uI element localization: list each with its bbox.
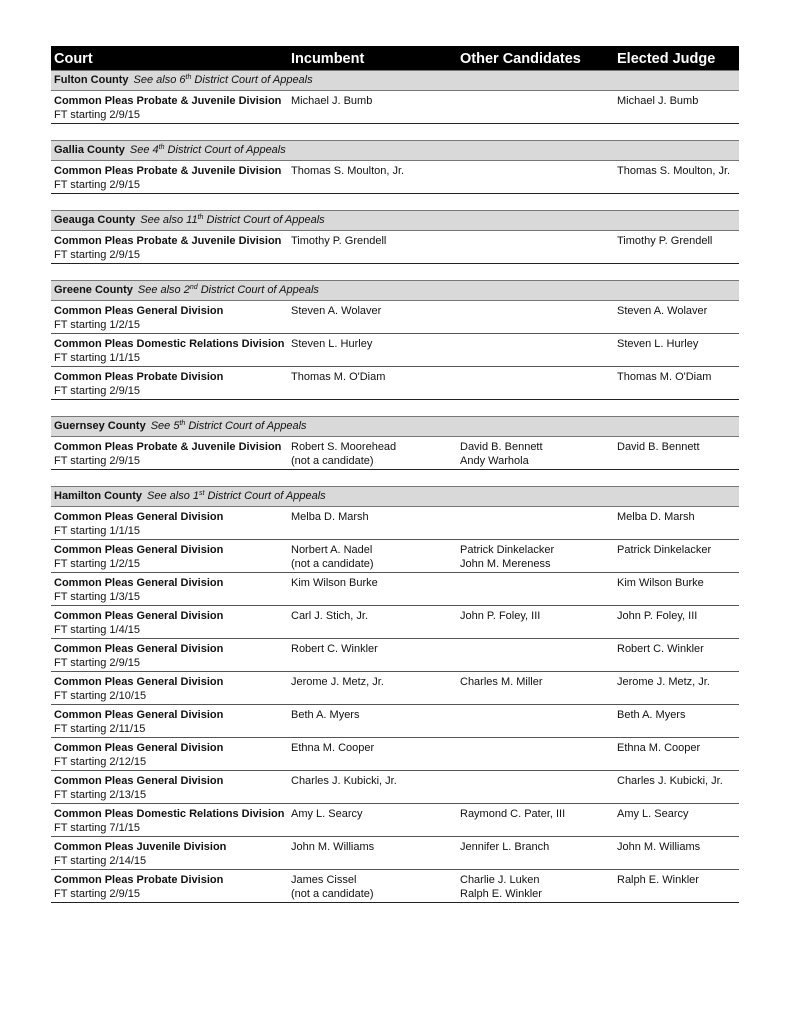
note-ordinal: th <box>179 420 186 427</box>
table-row <box>51 672 739 705</box>
elected-judge-cell: Amy L. Searcy <box>617 808 689 820</box>
incumbent-name: Robert C. Winkler <box>291 643 378 655</box>
court-cell <box>54 676 223 703</box>
term-start: FT starting 2/9/15 <box>54 108 141 121</box>
elected-judge-cell: Kim Wilson Burke <box>617 577 704 589</box>
county-header <box>51 70 739 91</box>
incumbent-name: Steven L. Hurley <box>291 338 373 350</box>
term-start: FT starting 1/2/15 <box>54 318 141 331</box>
incumbent-name: Carl J. Stich, Jr. <box>291 610 369 622</box>
term-start: FT starting 2/13/15 <box>54 788 147 801</box>
elected-judge-cell: Patrick Dinkelacker <box>617 544 712 556</box>
incumbent-cell <box>291 305 381 319</box>
incumbent-name: Ethna M. Cooper <box>291 742 375 754</box>
county-appeals-note <box>138 284 319 296</box>
election-results-table <box>51 46 739 903</box>
incumbent-cell <box>291 643 378 657</box>
incumbent-name: Beth A. Myers <box>291 709 360 721</box>
county-heading <box>54 141 286 160</box>
note-ordinal: th <box>197 214 204 221</box>
court-name: Common Pleas Probate Division <box>54 874 224 886</box>
court-name: Common Pleas Probate & Juvenile Division <box>54 441 282 453</box>
note-ordinal: nd <box>189 284 198 291</box>
incumbent-note: (not a candidate) <box>291 887 374 900</box>
court-name: Common Pleas General Division <box>54 775 224 787</box>
term-start: FT starting 2/9/15 <box>54 178 141 191</box>
other-candidates-cell <box>460 808 565 822</box>
note-text: District Court of Appeals <box>164 144 286 156</box>
incumbent-name: Kim Wilson Burke <box>291 577 378 589</box>
county-appeals-note <box>130 144 286 156</box>
term-start: FT starting 2/14/15 <box>54 854 147 867</box>
court-cell <box>54 441 281 468</box>
header-elected-judge: Elected Judge <box>617 51 716 67</box>
table-row <box>51 231 739 264</box>
other-candidates-cell <box>460 676 543 690</box>
county-appeals-note <box>134 74 313 86</box>
incumbent-name: Thomas S. Moulton, Jr. <box>291 165 405 177</box>
other-candidates-cell <box>460 841 549 855</box>
court-name: Common Pleas Probate & Juvenile Division <box>54 235 282 247</box>
court-name: Common Pleas General Division <box>54 610 224 622</box>
county-name: Guernsey County <box>54 420 146 432</box>
incumbent-name: Melba D. Marsh <box>291 511 369 523</box>
court-cell <box>54 235 281 262</box>
term-start: FT starting 1/1/15 <box>54 524 141 537</box>
table-row <box>51 334 739 367</box>
county-heading <box>54 281 319 300</box>
court-name: Common Pleas General Division <box>54 511 224 523</box>
term-start: FT starting 7/1/15 <box>54 821 141 834</box>
county-header <box>51 416 739 437</box>
note-text: District Court of Appeals <box>185 420 307 432</box>
court-name: Common Pleas Probate & Juvenile Division <box>54 95 282 107</box>
court-name: Common Pleas General Division <box>54 305 224 317</box>
court-cell <box>54 709 223 736</box>
other-candidate: Charles M. Miller <box>460 676 543 688</box>
court-cell <box>54 305 223 332</box>
elected-judge-cell: Jerome J. Metz, Jr. <box>617 676 710 688</box>
table-row <box>51 91 739 124</box>
county-header <box>51 486 739 507</box>
term-start: FT starting 1/1/15 <box>54 351 141 364</box>
note-text: See 5 <box>150 420 180 432</box>
incumbent-name: James Cissel <box>291 874 357 886</box>
section-spacer <box>51 470 739 486</box>
table-row <box>51 437 739 470</box>
note-text: See also 2 <box>137 284 190 296</box>
court-name: Common Pleas General Division <box>54 709 224 721</box>
other-candidate: Charlie J. Luken <box>460 874 540 886</box>
other-candidates-cell <box>460 610 540 624</box>
elected-judge-cell: Charles J. Kubicki, Jr. <box>617 775 723 787</box>
county-heading <box>54 417 307 436</box>
court-name: Common Pleas General Division <box>54 544 224 556</box>
court-cell <box>54 643 223 670</box>
county-appeals-note <box>147 490 326 502</box>
table-row <box>51 507 739 540</box>
court-cell <box>54 808 284 835</box>
county-name: Fulton County <box>54 74 129 86</box>
table-row <box>51 301 739 334</box>
incumbent-cell <box>291 709 359 723</box>
section-spacer <box>51 194 739 210</box>
incumbent-name: Charles J. Kubicki, Jr. <box>291 775 397 787</box>
incumbent-name: Robert S. Moorehead <box>291 441 397 453</box>
header-incumbent: Incumbent <box>291 51 365 67</box>
elected-judge-cell: Steven L. Hurley <box>617 338 699 350</box>
court-name: Common Pleas Probate Division <box>54 371 224 383</box>
note-text: See 4 <box>129 144 159 156</box>
note-text: See also 11 <box>140 214 198 226</box>
incumbent-cell <box>291 610 368 624</box>
incumbent-name: Timothy P. Grendell <box>291 235 387 247</box>
elected-judge-cell: Ethna M. Cooper <box>617 742 701 754</box>
other-candidates-cell <box>460 544 554 571</box>
incumbent-cell <box>291 511 369 525</box>
elected-judge-cell: Steven A. Wolaver <box>617 305 708 317</box>
header-other-candidates: Other Candidates <box>460 51 581 67</box>
incumbent-cell <box>291 235 386 249</box>
incumbent-cell <box>291 808 363 822</box>
incumbent-cell <box>291 577 378 591</box>
section-spacer <box>51 264 739 280</box>
county-heading <box>54 71 313 90</box>
note-text: District Court of Appeals <box>204 490 326 502</box>
incumbent-cell <box>291 544 374 571</box>
court-cell <box>54 165 281 192</box>
other-candidate: Patrick Dinkelacker <box>460 544 555 556</box>
incumbent-name: Norbert A. Nadel <box>291 544 373 556</box>
county-heading <box>54 211 325 230</box>
elected-judge-cell: Melba D. Marsh <box>617 511 695 523</box>
court-name: Common Pleas Domestic Relations Division <box>54 808 285 820</box>
county-heading <box>54 487 326 506</box>
court-cell <box>54 775 223 802</box>
incumbent-note: (not a candidate) <box>291 454 374 467</box>
court-name: Common Pleas General Division <box>54 643 224 655</box>
county-name: Gallia County <box>54 144 125 156</box>
county-appeals-note <box>151 420 307 432</box>
table-row <box>51 573 739 606</box>
incumbent-cell <box>291 874 374 901</box>
court-cell <box>54 95 281 122</box>
court-cell <box>54 742 223 769</box>
incumbent-cell <box>291 338 372 352</box>
incumbent-name: Steven A. Wolaver <box>291 305 382 317</box>
elected-judge-cell: Timothy P. Grendell <box>617 235 713 247</box>
county-name: Geauga County <box>54 214 136 226</box>
other-candidate: Jennifer L. Branch <box>460 841 550 853</box>
elected-judge-cell: Robert C. Winkler <box>617 643 704 655</box>
table-row <box>51 540 739 573</box>
court-cell <box>54 511 223 538</box>
table-row <box>51 771 739 804</box>
court-name: Common Pleas General Division <box>54 577 224 589</box>
court-name: Common Pleas General Division <box>54 742 224 754</box>
incumbent-cell <box>291 441 396 468</box>
other-candidate: David B. Bennett <box>460 441 543 453</box>
incumbent-name: Amy L. Searcy <box>291 808 363 820</box>
county-name: Hamilton County <box>54 490 142 502</box>
incumbent-name: Michael J. Bumb <box>291 95 373 107</box>
table-row <box>51 705 739 738</box>
court-name: Common Pleas Probate & Juvenile Division <box>54 165 282 177</box>
elected-judge-cell: Ralph E. Winkler <box>617 874 699 886</box>
other-candidates-cell <box>460 441 543 468</box>
term-start: FT starting 2/9/15 <box>54 887 141 900</box>
court-cell <box>54 338 284 365</box>
table-row <box>51 161 739 194</box>
other-candidates-cell <box>460 874 542 901</box>
court-cell <box>54 874 223 901</box>
table-row <box>51 738 739 771</box>
court-name: Common Pleas Domestic Relations Division <box>54 338 285 350</box>
table-row <box>51 804 739 837</box>
other-candidate: Ralph E. Winkler <box>460 887 542 900</box>
note-ordinal: th <box>158 144 165 151</box>
incumbent-note: (not a candidate) <box>291 557 374 570</box>
county-header <box>51 140 739 161</box>
term-start: FT starting 2/9/15 <box>54 248 141 261</box>
elected-judge-cell: Thomas S. Moulton, Jr. <box>617 165 731 177</box>
other-candidate: Raymond C. Pater, III <box>460 808 566 820</box>
table-row <box>51 639 739 672</box>
other-candidate: Andy Warhola <box>460 454 529 467</box>
court-cell <box>54 610 223 637</box>
elected-judge-cell: John P. Foley, III <box>617 610 698 622</box>
term-start: FT starting 2/11/15 <box>54 722 146 735</box>
county-header <box>51 210 739 231</box>
court-cell <box>54 371 223 398</box>
note-text: See also 1 <box>147 490 199 502</box>
incumbent-cell <box>291 165 404 179</box>
incumbent-cell <box>291 775 397 789</box>
county-name: Greene County <box>54 284 133 296</box>
other-candidate: John P. Foley, III <box>460 610 541 622</box>
term-start: FT starting 2/12/15 <box>54 755 147 768</box>
incumbent-name: Thomas M. O'Diam <box>291 371 386 383</box>
incumbent-name: Jerome J. Metz, Jr. <box>291 676 384 688</box>
incumbent-cell <box>291 841 374 855</box>
term-start: FT starting 2/9/15 <box>54 454 141 467</box>
table-row <box>51 837 739 870</box>
elected-judge-cell: Michael J. Bumb <box>617 95 699 107</box>
note-ordinal: th <box>185 74 192 81</box>
county-header <box>51 280 739 301</box>
term-start: FT starting 2/9/15 <box>54 384 141 397</box>
term-start: FT starting 2/9/15 <box>54 656 141 669</box>
table-row <box>51 870 739 903</box>
section-spacer <box>51 124 739 140</box>
table-header <box>51 46 739 70</box>
note-text: See also 6 <box>133 74 186 86</box>
note-text: District Court of Appeals <box>197 284 319 296</box>
term-start: FT starting 2/10/15 <box>54 689 147 702</box>
court-name: Common Pleas Juvenile Division <box>54 841 227 853</box>
elected-judge-cell: Thomas M. O'Diam <box>617 371 712 383</box>
section-spacer <box>51 400 739 416</box>
table-row <box>51 606 739 639</box>
note-ordinal: st <box>198 490 205 497</box>
term-start: FT starting 1/4/15 <box>54 623 141 636</box>
court-name: Common Pleas General Division <box>54 676 224 688</box>
elected-judge-cell: Beth A. Myers <box>617 709 686 721</box>
term-start: FT starting 1/2/15 <box>54 557 141 570</box>
elected-judge-cell: David B. Bennett <box>617 441 700 453</box>
term-start: FT starting 1/3/15 <box>54 590 141 603</box>
incumbent-cell <box>291 371 385 385</box>
note-text: District Court of Appeals <box>191 74 313 86</box>
court-cell <box>54 544 223 571</box>
other-candidate: John M. Mereness <box>460 557 551 570</box>
incumbent-name: John M. Williams <box>291 841 375 853</box>
table-row <box>51 367 739 400</box>
elected-judge-cell: John M. Williams <box>617 841 701 853</box>
court-cell <box>54 577 223 604</box>
county-appeals-note <box>140 214 324 226</box>
incumbent-cell <box>291 676 384 690</box>
note-text: District Court of Appeals <box>203 214 325 226</box>
incumbent-cell <box>291 742 374 756</box>
court-cell <box>54 841 226 868</box>
incumbent-cell <box>291 95 372 109</box>
header-court: Court <box>54 51 93 67</box>
